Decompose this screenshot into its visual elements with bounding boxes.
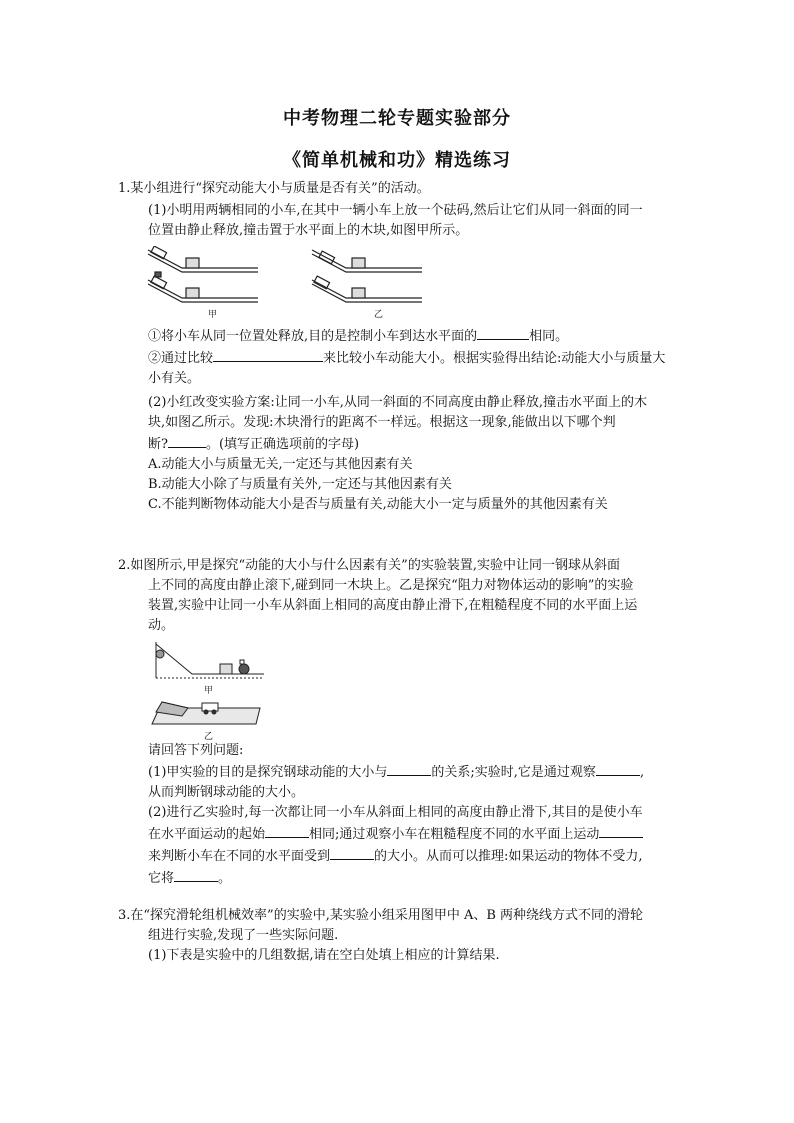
q1-figure xyxy=(140,246,440,318)
q1-option-c: C.不能判断物体动能大小是否与质量有关,动能大小一定与质量外的其他因素有关 xyxy=(148,497,608,512)
q2-a2-line3: 来判断小车在不同的水平面受到 的大小。从而可以推理:如果运动的物体不受力, xyxy=(148,845,644,867)
q1-p2-blank[interactable] xyxy=(168,433,206,448)
q2-fig-label-yi: 乙 xyxy=(204,732,214,742)
q2-figure-yi xyxy=(148,694,268,730)
q1-s1-blank[interactable] xyxy=(477,325,529,340)
q2-a2-blank-4[interactable] xyxy=(174,867,218,882)
q2-text: 2.如图所示,甲是探究“动能的大小与什么因素有关”的实验装置,实验中让同一钢球从斜面 上不同的高度由静止滚下,碰到同一木块上。乙是探究“阻力对物体运动的影响”的实验 装置,实验中让同一小车从斜面上相同的高度由静止滑下,在粗糙程度不同的水平面上运 动。 xyxy=(118,558,638,633)
q2-fig-label-jia: 甲 xyxy=(204,686,214,696)
q1-s2: ②通过比较 来比较小车动能大小。根据实验得出结论:动能大小与质量大 xyxy=(148,347,665,369)
q1-part1-text: (1)小明用两辆相同的小车,在其中一辆小车上放一个砝码,然后让它们从同一斜面的同一 位置由静止释放,撞击置于水平面上的木块,如图甲所示。 xyxy=(148,203,643,238)
q2-a1: (1)甲实验的目的是探究钢球动能的大小与 的关系;实验时,它是通过观察 , xyxy=(148,761,644,783)
q2-a2-blank-1[interactable] xyxy=(265,823,309,838)
q2-a2-line2: 在水平面运动的起始 相同;通过观察小车在粗糙程度不同的水平面上运动 xyxy=(148,823,644,845)
q1-fig-label-yi: 乙 xyxy=(374,310,384,320)
q1-option-b: B.动能大小除了与质量有关外,一定还与其他因素有关 xyxy=(148,477,452,492)
q1-s1: ①将小车从同一位置处释放,目的是控制小车到达水平面的 相同。 xyxy=(148,325,665,347)
q2-figure-jia xyxy=(148,640,268,682)
q1-fig-label-jia: 甲 xyxy=(208,310,218,320)
q2-a1-blank-1[interactable] xyxy=(387,761,431,776)
q1-option-a: A.动能大小与质量无关,一定还与其他因素有关 xyxy=(148,457,413,472)
q1-s2-blank[interactable] xyxy=(213,347,323,362)
q2-a1-blank-2[interactable] xyxy=(596,761,640,776)
q2-a2-line4: 它将 。 xyxy=(148,867,644,889)
page-subtitle: 《简单机械和功》精选练习 xyxy=(283,150,511,171)
q3-text: 3.在“探究滑轮组机械效率”的实验中,某实验小组采用图甲中 A、B 两种绕线方式不同的滑轮 组进行实验,发现了一些实际问题. (1)下表是实验中的几组数据,请在空白处填上相应的计算结果. xyxy=(118,908,644,963)
q2-answers: 请回答下列问题: (1)甲实验的目的是探究钢球动能的大小与 的关系;实验时,它是通过观察 , 从而判断钢球动能的大小。 (2)进行乙实验时,每一次都让同一小车从斜面上相同的高度由静止滑下,其目的是使小车 在水平面运动的起始 相同;通过观察小车在粗糙程度不同的水平面上运动 来判断小车在不同的水平面受到 的大小。从而可以推理:如果运动的物体不受力, 它将 。 xyxy=(148,741,644,889)
q1-intro: 1.某小组进行“探究动能大小与质量是否有关”的活动。 xyxy=(118,181,430,196)
q1-p2-answer: 断? 。(填写正确选项前的字母) xyxy=(148,433,665,455)
q2-a2-blank-2[interactable] xyxy=(599,823,643,838)
page-title: 中考物理二轮专题实验部分 xyxy=(283,108,511,129)
q2-a2-blank-3[interactable] xyxy=(330,845,374,860)
q1-subquestions: ①将小车从同一位置处释放,目的是控制小车到达水平面的 相同。 ②通过比较 来比较小车动能大小。根据实验得出结论:动能大小与质量大 小有关。 (2)小红改变实验方案:让同一小车,从同一斜面的不同高度由静止释放,撞击水平面上的木 块,如图乙所示。发现:木块滑行的距离不一样远。根据这一现象,能做出以下哪个判 断? 。(填写正确选项前的字母) A.动能大小与质量无关,一定还与其他因素有关 B.动能大小除了与质量有关外,一定还与其他因素有关 C.不能判断物体动能大小是否与质量有关,动能大小一定与质量外的其他因素有关 xyxy=(148,325,665,515)
